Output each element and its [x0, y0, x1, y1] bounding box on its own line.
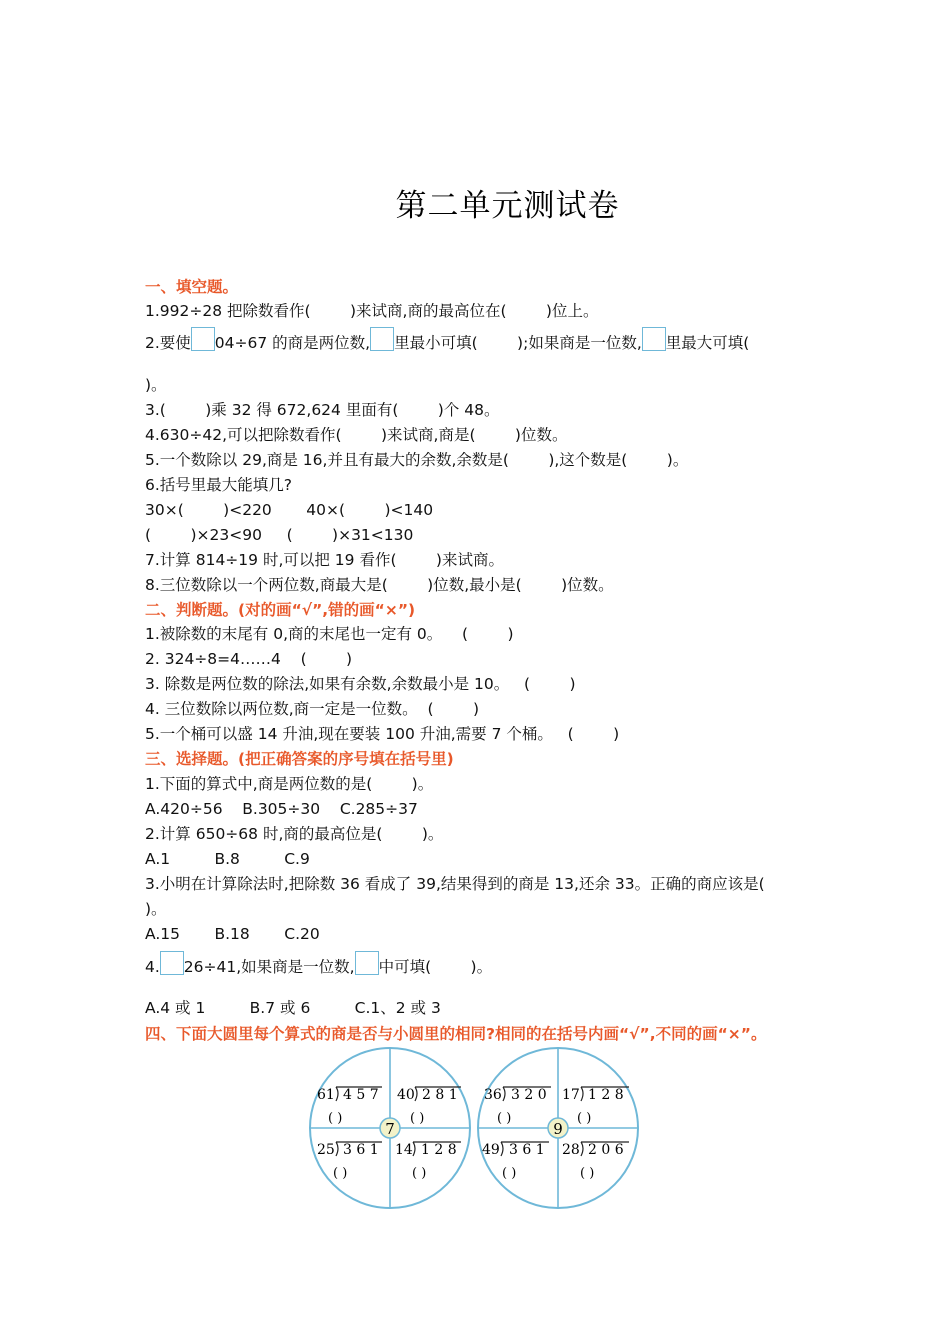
answer-paren[interactable]: ( )	[410, 1111, 425, 1126]
fill-q4: 4.630÷42,可以把除数看作( )来试商,商是( )位数。	[145, 426, 568, 444]
center-quotient: 7	[385, 1120, 395, 1138]
section-choice-heading: 三、选择题。(把正确答案的序号填在括号里)	[145, 750, 454, 768]
answer-box[interactable]	[355, 951, 379, 975]
dividend: 3 6 1	[509, 1142, 545, 1158]
dividend: 3 2 0	[511, 1087, 547, 1103]
judge-q5: 5.一个桶可以盛 14 升油,现在要装 100 升油,需要 7 个桶。 ( )	[145, 725, 620, 743]
fill-q2-part-d: 里最大可填(	[665, 334, 750, 352]
dividend: 4 5 7	[343, 1087, 379, 1103]
division-item	[482, 1142, 549, 1181]
judge-q4: 4. 三位数除以两位数,商一定是一位数。 ( )	[145, 700, 480, 718]
circle-diagram-9	[478, 1048, 638, 1208]
answer-box[interactable]	[370, 327, 394, 351]
fill-q2-part-c: 里最小可填( );如果商是一位数,	[394, 334, 642, 352]
circle-diagram-7	[310, 1048, 470, 1208]
choice-q4-part-a: 4.	[145, 958, 160, 976]
section-circle-heading: 四、下面大圆里每个算式的商是否与小圆里的相同?相同的在括号内画“√”,不同的画“×”。	[145, 1025, 767, 1043]
answer-paren[interactable]: ( )	[333, 1166, 348, 1181]
fill-q3: 3.( )乘 32 得 672,624 里面有( )个 48。	[145, 401, 500, 419]
section-judge-heading: 二、判断题。(对的画“√”,错的画“×”)	[145, 601, 416, 619]
divisor: 36	[484, 1087, 502, 1103]
answer-box[interactable]	[642, 327, 666, 351]
division-item	[395, 1142, 461, 1181]
divisor: 49	[482, 1142, 500, 1158]
choice-q1-options: A.420÷56 B.305÷30 C.285÷37	[145, 800, 418, 818]
divisor: 17	[562, 1087, 580, 1103]
divisor: 25	[317, 1142, 335, 1158]
division-item	[562, 1142, 629, 1181]
center-quotient: 9	[553, 1120, 563, 1138]
judge-q1: 1.被除数的末尾有 0,商的末尾也一定有 0。 ( )	[145, 625, 514, 643]
choice-q4-options: A.4 或 1 B.7 或 6 C.1、2 或 3	[145, 999, 441, 1017]
fill-q6-row-b: ( )×23<90 ( )×31<130	[145, 526, 414, 544]
answer-box[interactable]	[160, 951, 184, 975]
choice-q4-part-b: 26÷41,如果商是一位数,	[183, 958, 355, 976]
answer-paren[interactable]: ( )	[580, 1166, 595, 1181]
division-item	[317, 1142, 382, 1181]
dividend: 3 6 1	[343, 1142, 379, 1158]
answer-paren[interactable]: ( )	[497, 1111, 512, 1126]
choice-q2-options: A.1 B.8 C.9	[145, 850, 310, 868]
division-item	[397, 1087, 461, 1126]
page-title: 第二单元测试卷	[395, 188, 620, 224]
choice-q3-end: )。	[145, 900, 167, 918]
divisor: 28	[562, 1142, 580, 1158]
judge-q2: 2. 324÷8=4……4 ( )	[145, 650, 353, 668]
fill-q2-part-a: 2.要使	[145, 334, 191, 352]
fill-q5: 5.一个数除以 29,商是 16,并且有最大的余数,余数是( ),这个数是( )。	[145, 451, 689, 469]
choice-q2: 2.计算 650÷68 时,商的最高位是( )。	[145, 825, 444, 843]
circle-diagrams	[300, 1040, 650, 1215]
choice-q4	[145, 951, 492, 978]
choice-q4-part-c: 中可填( )。	[378, 958, 493, 976]
answer-paren[interactable]: ( )	[577, 1111, 592, 1126]
fill-q6: 6.括号里最大能填几?	[145, 476, 293, 494]
answer-paren[interactable]: ( )	[412, 1166, 427, 1181]
fill-q7: 7.计算 814÷19 时,可以把 19 看作( )来试商。	[145, 551, 504, 569]
divisor: 40	[397, 1087, 415, 1103]
choice-q1: 1.下面的算式中,商是两位数的是( )。	[145, 775, 434, 793]
fill-q2-end: )。	[145, 376, 167, 394]
dividend: 1 2 8	[588, 1087, 624, 1103]
fill-q6-row-a: 30×( )<220 40×( )<140	[145, 501, 434, 519]
judge-q3: 3. 除数是两位数的除法,如果有余数,余数最小是 10。 ( )	[145, 675, 576, 693]
dividend: 2 8 1	[422, 1087, 458, 1103]
choice-q3-options: A.15 B.18 C.20	[145, 925, 320, 943]
answer-paren[interactable]: ( )	[502, 1166, 517, 1181]
choice-q3: 3.小明在计算除法时,把除数 36 看成了 39,结果得到的商是 13,还余 33。正确的商应该是(	[145, 875, 765, 893]
section-fill-blank-heading: 一、填空题。	[145, 278, 239, 296]
fill-q2	[145, 327, 749, 354]
divisor: 61	[317, 1087, 335, 1103]
fill-q1: 1.992÷28 把除数看作( )来试商,商的最高位在( )位上。	[145, 302, 599, 320]
dividend: 1 2 8	[421, 1142, 457, 1158]
fill-q2-part-b: 04÷67 的商是两位数,	[214, 334, 371, 352]
answer-box[interactable]	[191, 327, 215, 351]
division-item	[562, 1087, 629, 1126]
division-item	[484, 1087, 551, 1126]
dividend: 2 0 6	[588, 1142, 624, 1158]
division-item	[317, 1087, 382, 1126]
fill-q8: 8.三位数除以一个两位数,商最大是( )位数,最小是( )位数。	[145, 576, 614, 594]
answer-paren[interactable]: ( )	[328, 1111, 343, 1126]
divisor: 14	[395, 1142, 413, 1158]
